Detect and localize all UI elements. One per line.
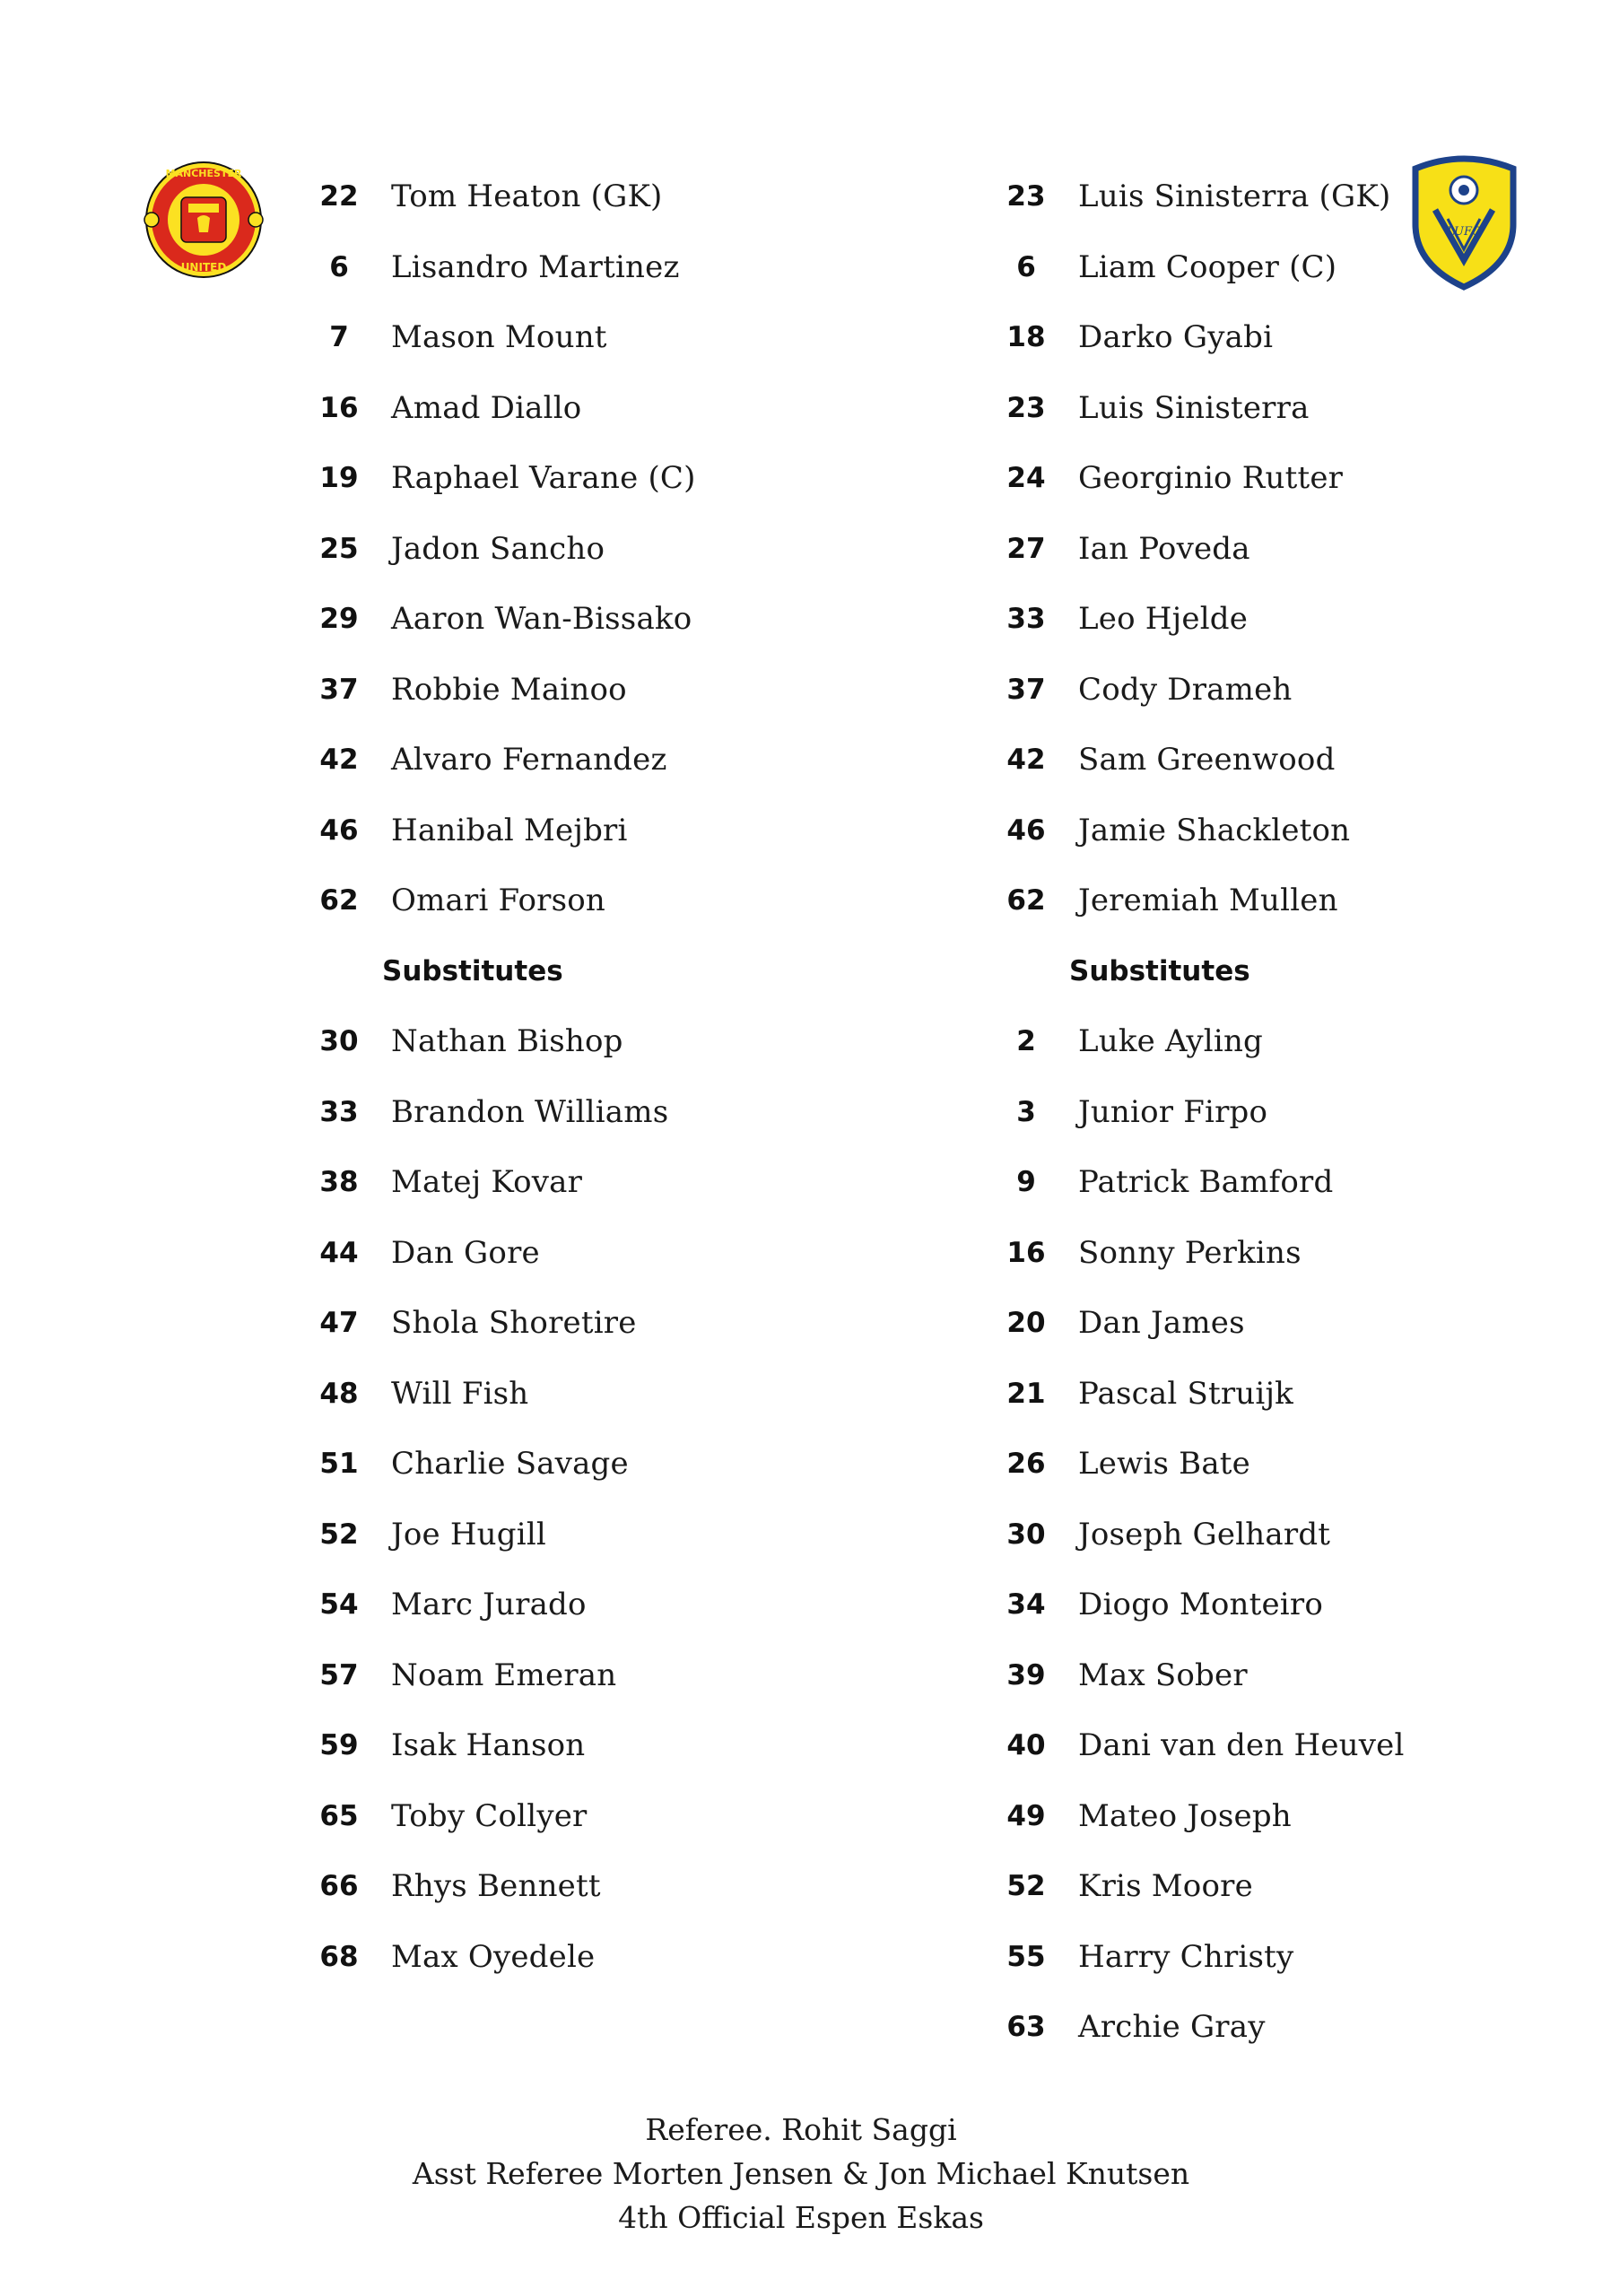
player-name: Max Oyedele: [391, 1938, 596, 1975]
player-row: [992, 1781, 1566, 1852]
squad-number: 34: [1006, 1588, 1046, 1622]
player-name: Jadon Sancho: [391, 530, 605, 567]
crest-text-bottom: UNITED: [180, 261, 227, 274]
player-name: Tom Heaton (GK): [391, 178, 663, 215]
player-name: Ian Poveda: [1078, 530, 1250, 567]
player-name: Matej Kovar: [391, 1164, 583, 1201]
player-row: [305, 302, 879, 373]
player-row: [305, 1077, 879, 1148]
player-name: Lewis Bate: [1078, 1446, 1250, 1483]
player-row: [992, 443, 1566, 514]
squad-number: 48: [319, 1377, 359, 1410]
squad-number: 16: [319, 391, 359, 424]
player-name: Shola Shoretire: [391, 1305, 637, 1342]
squad-number: 55: [1006, 1940, 1046, 1973]
squad-number: 22: [319, 180, 359, 213]
player-row: [992, 1147, 1566, 1218]
player-row: [992, 232, 1566, 303]
player-row: [992, 1359, 1566, 1430]
squad-number: 52: [1006, 1870, 1046, 1903]
player-name: Jamie Shackleton: [1078, 812, 1351, 848]
player-name: Jeremiah Mullen: [1078, 883, 1338, 919]
manchester-united-crest-icon: [144, 148, 265, 291]
player-name: Liam Cooper (C): [1078, 248, 1337, 285]
player-row: [992, 514, 1566, 585]
player-name: Luke Ayling: [1078, 1023, 1264, 1060]
squad-number: 66: [319, 1870, 359, 1903]
player-name: Charlie Savage: [391, 1446, 629, 1483]
player-row: [992, 1851, 1566, 1922]
player-name: Mateo Joseph: [1078, 1797, 1292, 1834]
player-name: Sam Greenwood: [1078, 742, 1336, 778]
player-row: [305, 1781, 879, 1852]
player-row: [992, 1288, 1566, 1359]
player-name: Leo Hjelde: [1078, 601, 1249, 638]
player-row: [305, 514, 879, 585]
away-starters: [992, 161, 1566, 936]
away-substitutes: [992, 1006, 1566, 2063]
player-name: Darko Gyabi: [1078, 319, 1274, 356]
home-substitutes-heading: Substitutes: [382, 954, 563, 987]
squad-number: 20: [1006, 1307, 1046, 1340]
player-row: [992, 302, 1566, 373]
squad-number: 25: [319, 532, 359, 565]
player-row: [305, 1851, 879, 1922]
player-row: [305, 1710, 879, 1781]
squad-number: 42: [1006, 744, 1046, 777]
player-row: [992, 865, 1566, 936]
away-substitutes-heading: Substitutes: [1069, 954, 1250, 987]
squad-number: 30: [319, 1025, 359, 1058]
player-row: [305, 1640, 879, 1711]
player-row: [305, 1500, 879, 1570]
home-team-list: [305, 161, 879, 1992]
squad-number: 2: [1016, 1025, 1036, 1058]
player-name: Nathan Bishop: [391, 1023, 623, 1060]
player-row: [305, 1218, 879, 1289]
player-name: Georginio Rutter: [1078, 460, 1344, 497]
squad-number: 29: [319, 603, 359, 636]
squad-number: 63: [1006, 2011, 1046, 2044]
player-name: Luis Sinisterra: [1078, 389, 1310, 426]
player-name: Dan James: [1078, 1305, 1245, 1342]
player-row: [992, 1429, 1566, 1500]
player-row: [305, 1359, 879, 1430]
player-name: Joseph Gelhardt: [1078, 1516, 1331, 1552]
squad-number: 49: [1006, 1799, 1046, 1832]
player-name: Luis Sinisterra (GK): [1078, 178, 1391, 215]
player-name: Max Sober: [1078, 1657, 1248, 1693]
squad-number: 38: [319, 1166, 359, 1199]
player-name: Pascal Struijk: [1078, 1375, 1293, 1412]
squad-number: 9: [1016, 1166, 1036, 1199]
player-name: Patrick Bamford: [1078, 1164, 1334, 1201]
player-name: Dan Gore: [391, 1234, 540, 1271]
squad-number: 3: [1016, 1095, 1036, 1128]
player-name: Brandon Williams: [391, 1093, 669, 1130]
squad-number: 65: [319, 1799, 359, 1832]
player-name: Rhys Bennett: [391, 1868, 601, 1905]
player-row: [305, 232, 879, 303]
squad-number: 59: [319, 1729, 359, 1762]
player-name: Amad Diallo: [391, 389, 582, 426]
player-row: [992, 1077, 1566, 1148]
player-row: [305, 373, 879, 444]
squad-number: 51: [319, 1448, 359, 1481]
squad-number: 40: [1006, 1729, 1046, 1762]
home-substitutes: [305, 1006, 879, 1992]
player-name: Dani van den Heuvel: [1078, 1727, 1405, 1764]
player-name: Robbie Mainoo: [391, 671, 627, 708]
player-row: [305, 584, 879, 655]
player-row: [992, 1006, 1566, 1077]
squad-number: 57: [319, 1658, 359, 1692]
player-name: Lisandro Martinez: [391, 248, 680, 285]
squad-number: 47: [319, 1307, 359, 1340]
player-name: Alvaro Fernandez: [391, 742, 667, 778]
player-name: Toby Collyer: [391, 1797, 588, 1834]
squad-number: 24: [1006, 462, 1046, 495]
squad-number: 62: [319, 884, 359, 918]
player-name: Aaron Wan-Bissako: [391, 601, 692, 638]
player-row: [305, 1147, 879, 1218]
player-row: [992, 1922, 1566, 1993]
squad-number: 42: [319, 744, 359, 777]
referee-line: Referee. Rohit Saggi: [645, 2112, 957, 2147]
match-officials: [0, 2108, 1602, 2239]
player-row: [992, 655, 1566, 726]
squad-number: 39: [1006, 1658, 1046, 1692]
squad-number: 33: [319, 1095, 359, 1128]
player-name: Cody Drameh: [1078, 671, 1293, 708]
player-row: [992, 1710, 1566, 1781]
player-name: Harry Christy: [1078, 1938, 1294, 1975]
player-name: Junior Firpo: [1078, 1093, 1268, 1130]
player-row: [305, 1288, 879, 1359]
player-row: [305, 161, 879, 232]
squad-number: 18: [1006, 321, 1046, 354]
player-name: Joe Hugill: [391, 1516, 546, 1552]
player-name: Hanibal Mejbri: [391, 812, 628, 848]
player-row: [305, 1006, 879, 1077]
squad-number: 23: [1006, 180, 1046, 213]
squad-number: 62: [1006, 884, 1046, 918]
crest-text-lufc: LUFC: [1447, 225, 1481, 239]
player-row: [305, 443, 879, 514]
squad-number: 37: [319, 673, 359, 706]
player-row: [992, 1992, 1566, 2063]
squad-number: 46: [1006, 813, 1046, 847]
player-name: Mason Mount: [391, 319, 607, 356]
squad-number: 6: [329, 250, 349, 283]
player-name: Omari Forson: [391, 883, 605, 919]
player-row: [305, 725, 879, 796]
player-name: Sonny Perkins: [1078, 1234, 1302, 1271]
squad-number: 37: [1006, 673, 1046, 706]
player-row: [305, 1922, 879, 1993]
squad-number: 19: [319, 462, 359, 495]
player-row: [992, 1500, 1566, 1570]
player-row: [992, 1640, 1566, 1711]
player-row: [992, 161, 1566, 232]
player-row: [992, 584, 1566, 655]
squad-number: 27: [1006, 532, 1046, 565]
player-row: [305, 655, 879, 726]
player-row: [992, 373, 1566, 444]
player-name: Noam Emeran: [391, 1657, 617, 1693]
player-row: [992, 1218, 1566, 1289]
squad-number: 33: [1006, 603, 1046, 636]
player-name: Kris Moore: [1078, 1868, 1253, 1905]
squad-number: 46: [319, 813, 359, 847]
player-row: [305, 865, 879, 936]
squad-number: 44: [319, 1236, 359, 1269]
player-name: Will Fish: [391, 1375, 529, 1412]
home-starters: [305, 161, 879, 936]
squad-number: 21: [1006, 1377, 1046, 1410]
player-name: Diogo Monteiro: [1078, 1587, 1324, 1623]
squad-number: 54: [319, 1588, 359, 1622]
player-row: [305, 796, 879, 866]
player-name: Isak Hanson: [391, 1727, 586, 1764]
player-row: [305, 1570, 879, 1640]
squad-number: 16: [1006, 1236, 1046, 1269]
squad-number: 7: [329, 321, 349, 354]
player-name: Archie Gray: [1078, 2009, 1266, 2046]
player-name: Raphael Varane (C): [391, 460, 696, 497]
squad-number: 30: [1006, 1518, 1046, 1551]
squad-number: 52: [319, 1518, 359, 1551]
fourth-official-line: 4th Official Espen Eskas: [618, 2200, 984, 2235]
squad-number: 68: [319, 1940, 359, 1973]
squad-number: 26: [1006, 1448, 1046, 1481]
player-row: [992, 1570, 1566, 1640]
assistant-referees-line: Asst Referee Morten Jensen & Jon Michael Knutsen: [412, 2156, 1190, 2191]
player-name: Marc Jurado: [391, 1587, 587, 1623]
player-row: [992, 725, 1566, 796]
away-team-list: [992, 161, 1566, 2063]
player-row: [305, 1429, 879, 1500]
crest-text-top: MANCHESTER: [165, 168, 242, 179]
squad-number: 23: [1006, 391, 1046, 424]
squad-number: 6: [1016, 250, 1036, 283]
player-row: [992, 796, 1566, 866]
